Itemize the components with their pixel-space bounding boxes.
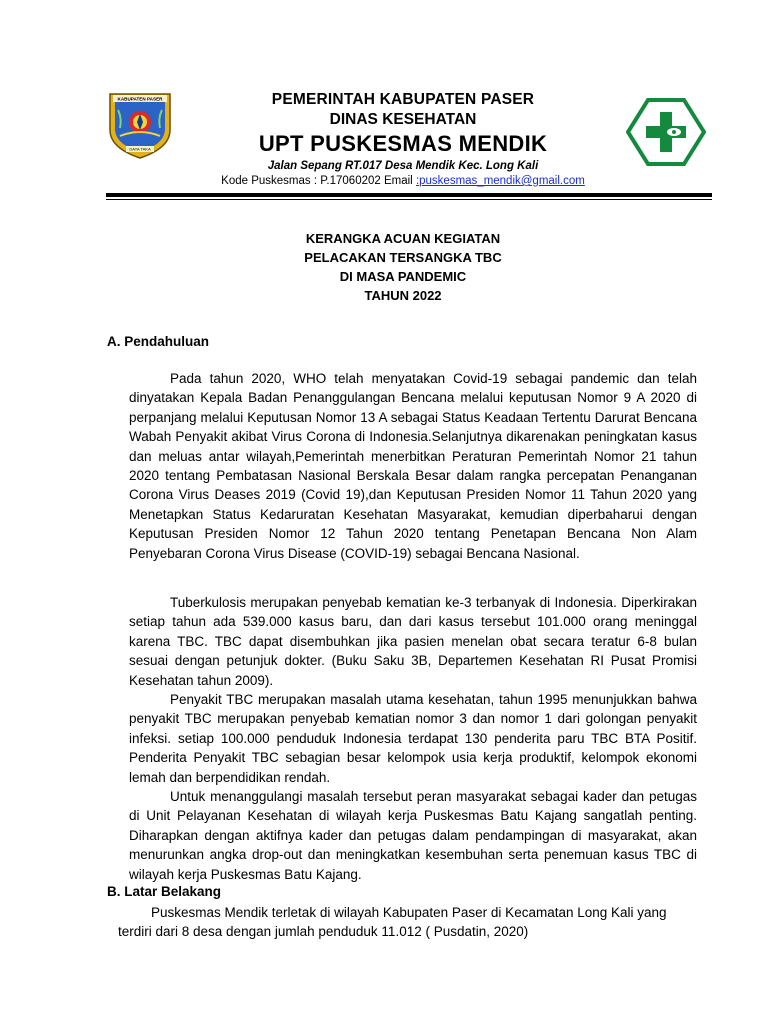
document-title xyxy=(190,229,616,305)
section-a-heading: A. Pendahuluan xyxy=(107,334,210,349)
title-line: DI MASA PANDEMIC xyxy=(339,269,467,284)
svg-text:DAYA TAKA: DAYA TAKA xyxy=(129,146,151,152)
title-line: KERANGKA ACUAN KEGIATAN xyxy=(305,231,501,246)
section-b-heading: B. Latar Belakang xyxy=(107,884,222,899)
letterhead-divider-thick xyxy=(106,193,712,197)
kemenkes-logo-icon xyxy=(626,98,706,166)
email-link[interactable]: :puskesmas_mendik@gmail.com xyxy=(415,175,585,187)
kabupaten-paser-crest-icon xyxy=(104,88,176,160)
address-line: Jalan Sepang RT.017 Desa Mendik Kec. Long Kali xyxy=(267,160,539,172)
paragraph: Tuberkulosis merupakan penyebab kematian ke-3 terbanyak di Indonesia. Diperkirakan setiap tahun ada 539.000 kasus baru, dan dari kasus tersebut 101.000 orang meninggal karena TBC. TBC dapat disembuhkan jika pasien menelan obat secara teratur 6-8 bulan sesuai dengan petunjuk dokter. (Buku Saku 3B, Departemen Kesehatan RI Pusat Promisi Kesehatan tahun 2009). xyxy=(129,595,697,688)
paragraph: Pada tahun 2020, WHO telah menyatakan Covid-19 sebagai pandemic dan telah dinyatakan Kepala Badan Penanggulangan Bencana melalui keputusan Nomor 9 A 2020 di perpanjang melalui Keputusan Nomor 13 A sebagai Status Keadaan Tertentu Darurat Bencana Wabah Penyakit akibat Virus Corona di Indonesia.Selanjutnya dikarenakan peningkatan kasus dan meluas antar wilayah,Pemerintah menerbitkan Peraturan Pemerintah Nomor 21 tahun 2020 tentang Pembatasan Nasional Berskala Besar dalam rangka percepatan Penanganan Corona Virus Deases 2019 (Covid 19),dan Keputusan Presiden Nomor 11 Tahun 2020 yang Menetapkan Status Kedaruratan Kesehatan Masyarakat, kemudian diperbaharui dengan Keputusan Presiden Nomor 12 Tahun 2020 tentang Penetapan Bencana Non Alam Penyebaran Corona Virus Disease (COVID-19) sebagai Bencana Nasional. xyxy=(129,371,697,561)
title-line: PELACAKAN TERSANGKA TBC xyxy=(304,250,502,265)
contact-line xyxy=(190,174,616,189)
government-name: PEMERINTAH KABUPATEN PASER xyxy=(271,91,535,108)
code-text: Kode Puskesmas : P.17060202 Email xyxy=(221,175,416,187)
paragraph: Penyakit TBC merupakan masalah utama kesehatan, tahun 1995 menunjukkan bahwa penyakit TBC merupakan penyebab kematian nomor 3 dan nomor 1 dari golongan penyakit infeksi. setiap 100.000 penduduk Indonesia terdapat 130 penderita paru TBC BTA Positif. Penderita Penyakit TBC sebagian besar kelompok usia kerja produktif, kelompok ekonomi lemah dan berpendidikan rendah. xyxy=(129,692,697,785)
title-line: TAHUN 2022 xyxy=(364,288,442,303)
paragraph: Puskesmas Mendik terletak di wilayah Kabupaten Paser di Kecamatan Long Kali yang terdiri dari 8 desa dengan jumlah penduduk 11.012 ( Pusdatin, 2020) xyxy=(118,905,667,939)
department-name: DINAS KESEHATAN xyxy=(329,111,477,128)
letterhead-divider-thin xyxy=(106,199,712,200)
svg-text:KABUPATEN PASER: KABUPATEN PASER xyxy=(117,96,163,102)
letterhead xyxy=(190,90,616,189)
paragraph: Untuk menanggulangi masalah tersebut peran masyarakat sebagai kader dan petugas di Unit Pelayanan Kesehatan di wilayah kerja Puskesmas Batu Kajang sangatlah penting. Diharapkan dengan aktifnya kader dan petugas dalam pendampingan di masyarakat, akan menurunkan angka drop-out dan meningkatkan kesembuhan serta penemuan kasus TBC di wilayah kerja Puskesmas Batu Kajang. xyxy=(129,789,697,882)
institution-name: UPT PUSKESMAS MENDIK xyxy=(258,131,548,156)
